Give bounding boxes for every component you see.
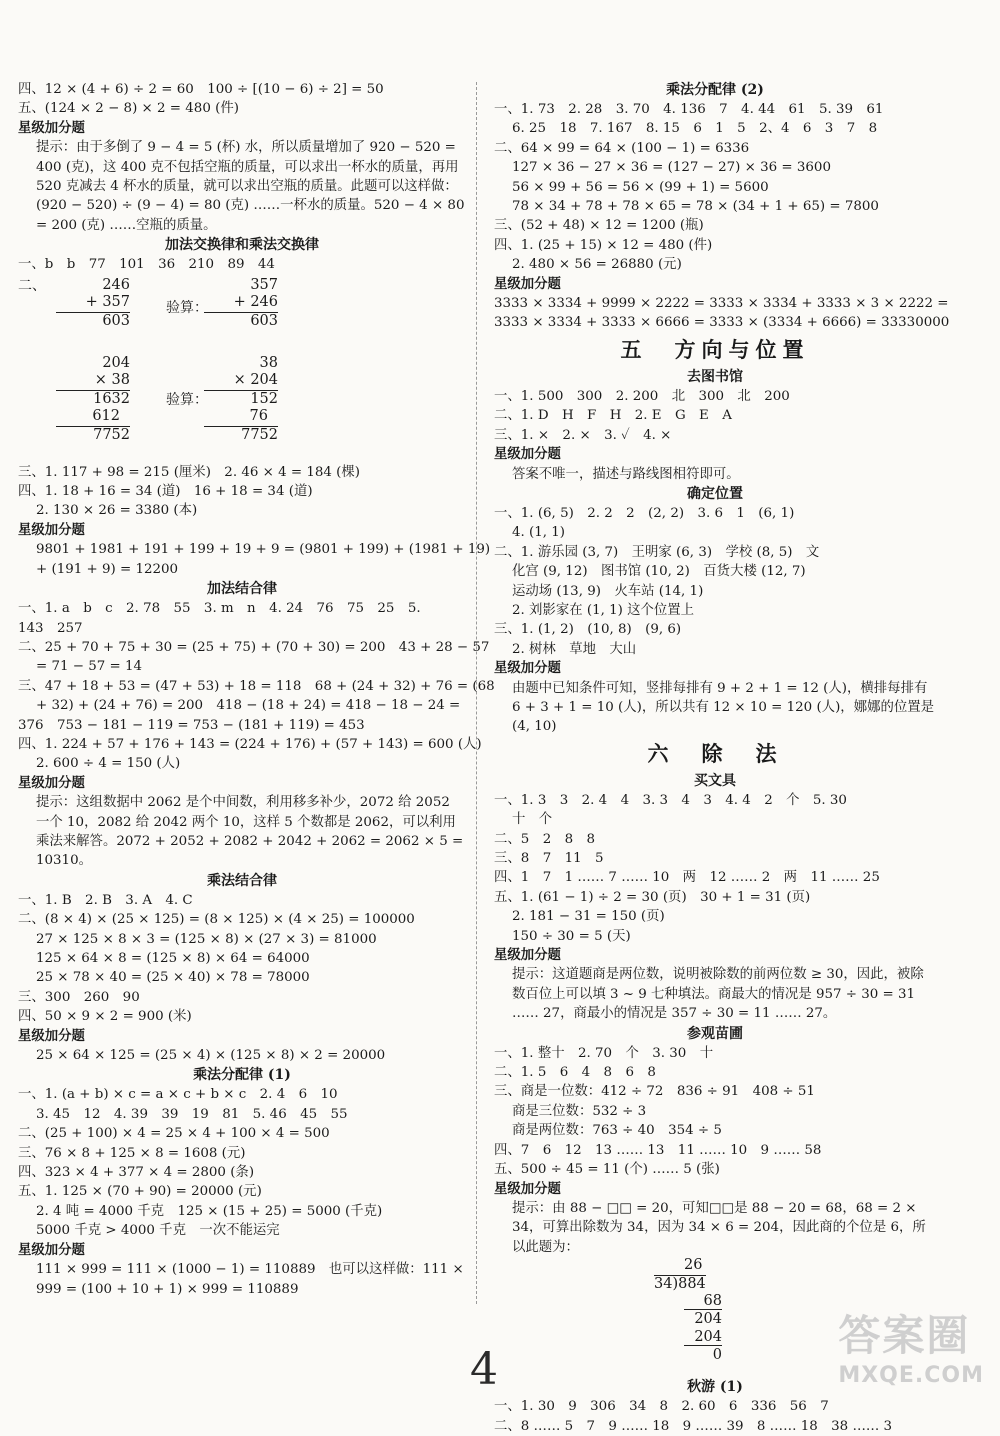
hint-paragraph: 由题中已知条件可知，竖排每排有 9 + 2 + 1 = 12 (人)，横排每排有 6 + 3 + 1 = 10 (人)，所以共有 12 × 10 = 120 (人)，娜娜的位置是 (4, 10) <box>512 680 935 735</box>
answer-line: 127 × 36 − 27 × 36 = (127 − 27) × 36 = 3600 <box>512 160 831 176</box>
answer-line: 2. 600 ÷ 4 = 150 (人) <box>36 756 181 772</box>
answer-line: 二、(25 + 100) × 4 = 25 × 4 + 100 × 4 = 500 <box>18 1126 330 1142</box>
answer-line: 五、1. 125 × (70 + 90) = 20000 (元) <box>18 1184 262 1200</box>
section-title: 加法结合律 <box>207 581 277 598</box>
answer-line: 四、50 × 9 × 2 = 900 (米) <box>18 1009 192 1025</box>
answer-line: 五、500 ÷ 45 = 11 (个) …… 5 (张) <box>494 1162 720 1178</box>
answer-line: 一、1. a b c 2. 78 55 3. m n 4. 24 76 75 25 5. <box>18 601 421 617</box>
answer-line: 答案不唯一，描述与路线图相符即可。 <box>512 466 740 482</box>
answer-line: 三、76 × 8 + 125 × 8 = 1608 (元) <box>18 1145 246 1161</box>
answer-line: 3333 × 3334 + 9999 × 2222 = 3333 × 3334 + 3333 × 3 × 2222 = <box>494 296 949 312</box>
answer-line: 三、8 7 11 5 <box>494 851 604 866</box>
answer-line: 78 × 34 + 78 + 78 × 65 = 78 × (34 + 1 + 65) = 7800 <box>512 199 879 215</box>
answer-line: 一、1. (a + b) × c = a × c + b × c 2. 4 6 10 <box>18 1087 338 1103</box>
answer-line: 一、1. 30 9 306 34 8 2. 60 6 336 56 7 <box>494 1399 829 1415</box>
unit-title: 六 除 法 <box>647 740 783 766</box>
section-title: 加法交换律和乘法交换律 <box>165 237 319 254</box>
bonus-heading: 星级加分题 <box>494 1181 561 1197</box>
answer-line: 27 × 125 × 8 × 3 = (125 × 8) × (27 × 3) = 81000 <box>36 931 377 947</box>
answer-line: 9801 + 1981 + 191 + 199 + 19 + 9 = (9801 + 199) + (1981 + 19) <box>36 542 491 558</box>
section-title: 乘法分配律 (1) <box>193 1067 291 1084</box>
answer-line: 143 257 <box>18 620 83 636</box>
bonus-heading: 星级加分题 <box>18 1028 85 1044</box>
section-title: 参观苗圃 <box>687 1025 743 1042</box>
item-number: 二、 <box>18 277 46 294</box>
answer-line: 25 × 64 × 125 = (25 × 4) × (125 × 8) × 2 = 20000 <box>36 1048 386 1064</box>
verify-label: 验算： <box>166 299 208 316</box>
answer-line: 一、1. 73 2. 28 3. 70 4. 136 7 4. 44 61 5. 39 61 <box>494 102 884 117</box>
bonus-heading: 星级加分题 <box>494 948 561 964</box>
section-title: 确定位置 <box>687 485 743 502</box>
answer-line: 999 = (100 + 10 + 1) × 999 = 110889 <box>36 1281 299 1297</box>
answer-line: 6. 25 18 7. 167 8. 15 6 1 5 2、4 6 3 7 8 <box>512 121 878 137</box>
answer-line: 三、1. 117 + 98 = 215 (厘米) 2. 46 × 4 = 184 (棵) <box>18 464 361 480</box>
answer-line: 一、1. 500 300 2. 200 北 300 北 200 <box>494 388 790 404</box>
answer-line: 五、1. (61 − 1) ÷ 2 = 30 (页) 30 + 1 = 31 (页) <box>494 889 811 905</box>
answer-line: 二、5 2 8 8 <box>494 831 596 847</box>
answer-line: 111 × 999 = 111 × (1000 − 1) = 110889 也可以这样做：111 × <box>36 1262 464 1278</box>
answer-line: 四、12 × (4 + 6) ÷ 2 = 60 100 ÷ [(10 − 6) ÷ 2] = 50 <box>18 82 384 97</box>
answer-line: 运动场 (13, 9) 火车站 (14, 1) <box>512 583 704 599</box>
answer-line: 化宫 (9, 12) 图书馆 (10, 2) 百货大楼 (12, 7) <box>512 564 806 580</box>
section-title: 去图书馆 <box>687 368 743 385</box>
vertical-multiplication-row <box>18 351 466 463</box>
answer-line: 五、(124 × 2 − 8) × 2 = 480 (件) <box>18 101 239 117</box>
hint-paragraph: 提示：由 88 − □□ = 20，可知□□是 88 − 20 = 68，68 = 2 × 34，可算出除数为 34，因为 34 × 6 = 204，因此商的个位是 6，所以此题为： <box>512 1200 926 1255</box>
section-title: 乘法结合律 <box>207 872 277 889</box>
hint-paragraph: 提示：这组数据中 2062 是个中间数，利用移多补少，2072 给 2052 一个 10，2082 给 2042 两个 10，这样 5 个数都是 2062，可以利用乘法来解答。2072 + 2052 + 2082 + 2042 + 2062 = 2062 × 5 = 10310。 <box>36 795 464 869</box>
bonus-heading: 星级加分题 <box>18 1242 85 1258</box>
answer-line: 一、1. 3 3 2. 4 4 3. 3 4 3 4. 4 2 个 5. 30 <box>494 792 847 808</box>
watermark-logo: 答案圈 MXQE.COM <box>838 1311 984 1388</box>
answer-line: 3. 45 12 4. 39 39 19 81 5. 46 45 55 <box>36 1106 348 1122</box>
answer-line: 四、1 7 1 …… 7 …… 10 两 12 …… 2 两 11 …… 25 <box>494 870 880 886</box>
answer-line: 56 × 99 + 56 = 56 × (99 + 1) = 5600 <box>512 179 769 195</box>
answer-line: 二、1. 5 6 4 8 6 8 <box>494 1065 656 1081</box>
long-division: 26 34)884 68 204 204 0 <box>654 1257 722 1364</box>
answer-line: 2. 刘影家在 (1, 1) 这个位置上 <box>512 602 695 618</box>
right-column <box>494 80 950 1436</box>
answer-line: 三、300 260 90 <box>18 989 140 1005</box>
answer-line: 二、(8 × 4) × (25 × 125) = (8 × 125) × (4 × 25) = 100000 <box>18 912 415 928</box>
answer-line: 二、1. 游乐园 (3, 7) 王明家 (6, 3) 学校 (8, 5) 文 <box>494 544 820 560</box>
answer-line: 二、8 …… 5 7 9 …… 18 9 …… 39 8 …… 18 38 …… 3 <box>494 1418 892 1434</box>
bonus-heading: 星级加分题 <box>18 775 85 791</box>
answer-line: 三、商是一位数：412 ÷ 72 836 ÷ 91 408 ÷ 51 <box>494 1084 815 1100</box>
section-title: 乘法分配律 (2) <box>666 82 764 98</box>
answer-line: 一、1. (6, 5) 2. 2 2 (2, 2) 3. 6 1 (6, 1) <box>494 505 795 521</box>
page-number: 4 <box>470 1344 498 1395</box>
bonus-heading: 星级加分题 <box>494 447 561 463</box>
answer-line: 一、1. 整十 2. 70 个 3. 30 十 <box>494 1045 714 1061</box>
section-title: 买文具 <box>694 772 736 789</box>
answer-line: 四、7 6 12 13 …… 13 11 …… 10 9 …… 58 <box>494 1142 822 1158</box>
answer-line: 商是三位数：532 ÷ 3 <box>512 1103 647 1119</box>
bonus-heading: 星级加分题 <box>494 276 561 292</box>
answer-line: 2. 4 吨 = 4000 千克 125 × (15 + 25) = 5000 (千克) <box>36 1203 383 1219</box>
answer-line: 四、323 × 4 + 377 × 4 = 2800 (条) <box>18 1165 255 1181</box>
answer-line: 376 753 − 181 − 119 = 753 − (181 + 119) = 453 <box>18 717 365 733</box>
answer-line: 125 × 64 × 8 = (125 × 8) × 64 = 64000 <box>36 951 310 966</box>
left-column <box>18 80 495 1299</box>
answer-line: 4. (1, 1) <box>512 525 566 541</box>
answer-line: 三、(52 + 48) × 12 = 1200 (瓶) <box>494 218 704 234</box>
vertical-calc: 246 + 357 603 <box>56 277 130 331</box>
answer-line: + 32) + (24 + 76) = 200 418 − (18 + 24) = 418 − 18 − 24 = <box>36 698 461 714</box>
answer-line: 2. 181 − 31 = 150 (页) <box>512 909 665 925</box>
answer-line: = 71 − 57 = 14 <box>36 659 143 675</box>
answer-line: + (191 + 9) = 12200 <box>36 561 179 577</box>
bonus-heading: 星级加分题 <box>494 661 561 677</box>
section-title: 秋游 (1) <box>687 1379 743 1396</box>
bonus-heading: 星级加分题 <box>18 522 85 538</box>
answer-line: 2. 130 × 26 = 3380 (本) <box>36 503 198 519</box>
answer-line: 四、1. (25 + 15) × 12 = 480 (件) <box>494 237 713 253</box>
vertical-calc: 204 × 38 1632 612 7752 <box>56 355 130 445</box>
answer-line: 一、1. B 2. B 3. A 4. C <box>18 892 193 908</box>
answer-line: 2. 480 × 56 = 26880 (元) <box>512 257 682 273</box>
answer-line: 三、47 + 18 + 53 = (47 + 53) + 18 = 118 68 + (24 + 32) + 76 = (68 <box>18 678 495 694</box>
answer-line: 二、25 + 70 + 75 + 30 = (25 + 75) + (70 + 30) = 200 43 + 28 − 57 <box>18 639 490 655</box>
answer-line: 商是两位数：763 ÷ 40 354 ÷ 5 <box>512 1123 722 1139</box>
bonus-heading: 星级加分题 <box>18 120 85 136</box>
vertical-calc: 38 × 204 152 76 7752 <box>204 355 278 445</box>
vertical-addition-row <box>18 275 466 351</box>
answer-line: 十 个 <box>512 812 553 828</box>
answer-line: 四、1. 224 + 57 + 176 + 143 = (224 + 176) + (57 + 143) = 600 (人) <box>18 736 482 752</box>
answer-line: 3333 × 3334 + 3333 × 6666 = 3333 × (3334 + 6666) = 33330000 <box>494 315 950 331</box>
verify-label: 验算： <box>166 391 208 408</box>
hint-paragraph: 提示：由于多倒了 9 − 4 = 5 (杯) 水，所以质量增加了 920 − 520 = 400 (克)，这 400 克不包括空瓶的质量，可以求出一杯水的质量，再用 520 克减去 4 杯水的质量，就可以求出空瓶的质量。此题可以这样做：(920 − 520) ÷ (9 − 4) = 80 (克) ……一杯水的质量。520 − 4 × 80 = 200 (克) ……空瓶的质量。 <box>36 140 465 233</box>
answer-line: 一、b b 77 101 36 210 89 44 <box>18 257 275 273</box>
unit-title: 五 方向与位置 <box>620 336 810 362</box>
answer-line: 5000 千克 > 4000 千克 一次不能运完 <box>36 1223 280 1239</box>
hint-paragraph: 提示：这道题商是两位数，说明被除数的前两位数 ≥ 30，因此，被除数百位上可以填 3 ~ 9 七种填法。商最大的情况是 957 ÷ 30 = 31 …… 27，商最小的情况是 357 ÷ 30 = 11 …… 27。 <box>512 967 924 1022</box>
answer-line: 二、1. D H F H 2. E G E A <box>494 408 732 424</box>
answer-line: 三、1. × 2. × 3. ✓ 4. × <box>494 427 672 443</box>
answer-line: 25 × 78 × 40 = (25 × 40) × 78 = 78000 <box>36 970 310 986</box>
vertical-calc: 357 + 246 603 <box>204 277 278 331</box>
answer-line: 2. 树林 草地 大山 <box>512 641 637 657</box>
answer-line: 三、1. (1, 2) (10, 8) (9, 6) <box>494 622 682 638</box>
answer-line: 四、1. 18 + 16 = 34 (道) 16 + 18 = 34 (道) <box>18 484 313 500</box>
answer-line: 二、64 × 99 = 64 × (100 − 1) = 6336 <box>494 140 750 156</box>
answer-line: 150 ÷ 30 = 5 (天) <box>512 928 631 944</box>
